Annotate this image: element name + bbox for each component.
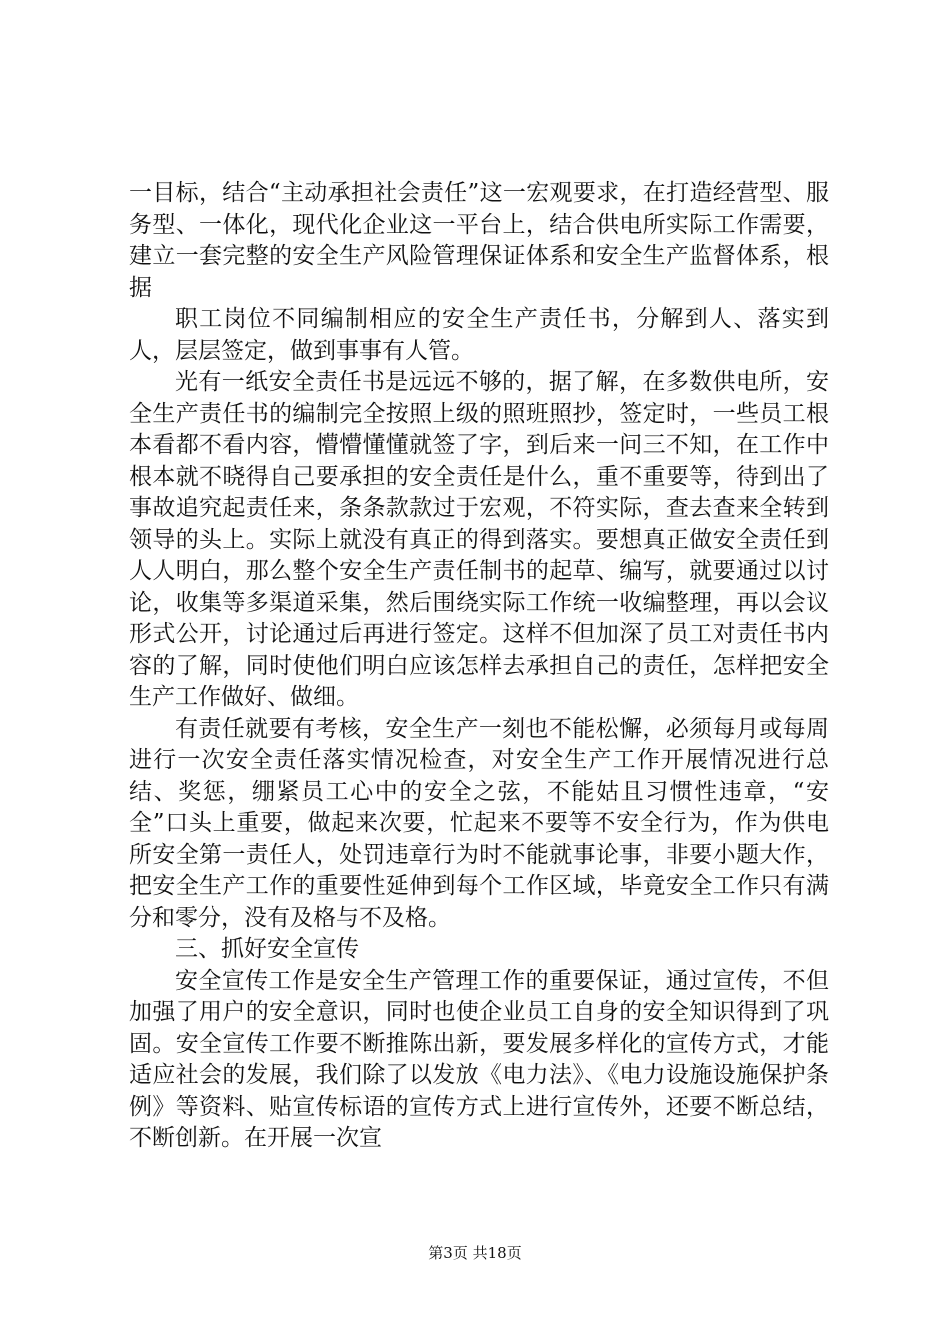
section-heading: 三、抓好安全宣传 (175, 936, 359, 962)
paragraph-4: 有责任就要有考核，安全生产一刻也不能松懈，必须每月或每周进行一次安全责任落实情况检查，对安全生产工作开展情况进行总结、奖惩，绷紧员工心中的安全之弦，不能姑且习惯性违章，“安全”口头上重要，做起来次要，忙起来不要等不安全行为，作为供电所安全第一责任人，处罚违章行为时不能就事论事，非要小题大作，把安全生产工作的重要性延伸到每个工作区域，毕竟安全工作只有满分和零分，没有及格与不及格。 (129, 715, 829, 931)
page-footer: 第3页 共18页 (428, 1244, 522, 1262)
paragraph-5: 安全宣传工作是安全生产管理工作的重要保证，通过宣传，不但加强了用户的安全意识，同时也使企业员工自身的安全知识得到了巩固。安全宣传工作要不断推陈出新，要发展多样化的宣传方式，才能适应社会的发展，我们除了以发放《电力法》、《电力设施设施保护条例》等资料、贴宣传标语的宣传方式上进行宣传外，还要不断总结，不断创新。在开展一次宣 (129, 967, 829, 1151)
paragraph-3: 光有一纸安全责任书是远远不够的，据了解，在多数供电所，安全生产责任书的编制完全按照上级的照班照抄，签定时，一些员工根本看都不看内容，懵懵懂懂就签了字，到后来一问三不知，在工作中根本就不晓得自己要承担的安全责任是什么，重不重要等，待到出了事故追究起责任来，条条款款过于宏观，不符实际，查去查来全转到领导的头上。实际上就没有真正的得到落实。要想真正做安全责任到人人明白，那么整个安全生产责任制书的起草、编写，就要通过以讨论，收集等多渠道采集，然后围绕实际工作统一收编整理，再以会议形式公开，讨论通过后再进行签定。这样不但加深了员工对责任书内容的了解，同时使他们明白应该怎样去承担自己的责任，怎样把安全生产工作做好、做细。 (129, 369, 829, 710)
document-body (129, 178, 829, 1155)
paragraph-1: 一目标，结合“主动承担社会责任”这一宏观要求，在打造经营型、服务型、一体化，现代化企业这一平台上，结合供电所实际工作需要，建立一套完整的安全生产风险管理保证体系和安全生产监督体系，根据 (129, 180, 829, 301)
paragraph-2: 职工岗位不同编制相应的安全生产责任书，分解到人、落实到人，层层签定，做到事事有人管。 (129, 306, 829, 364)
